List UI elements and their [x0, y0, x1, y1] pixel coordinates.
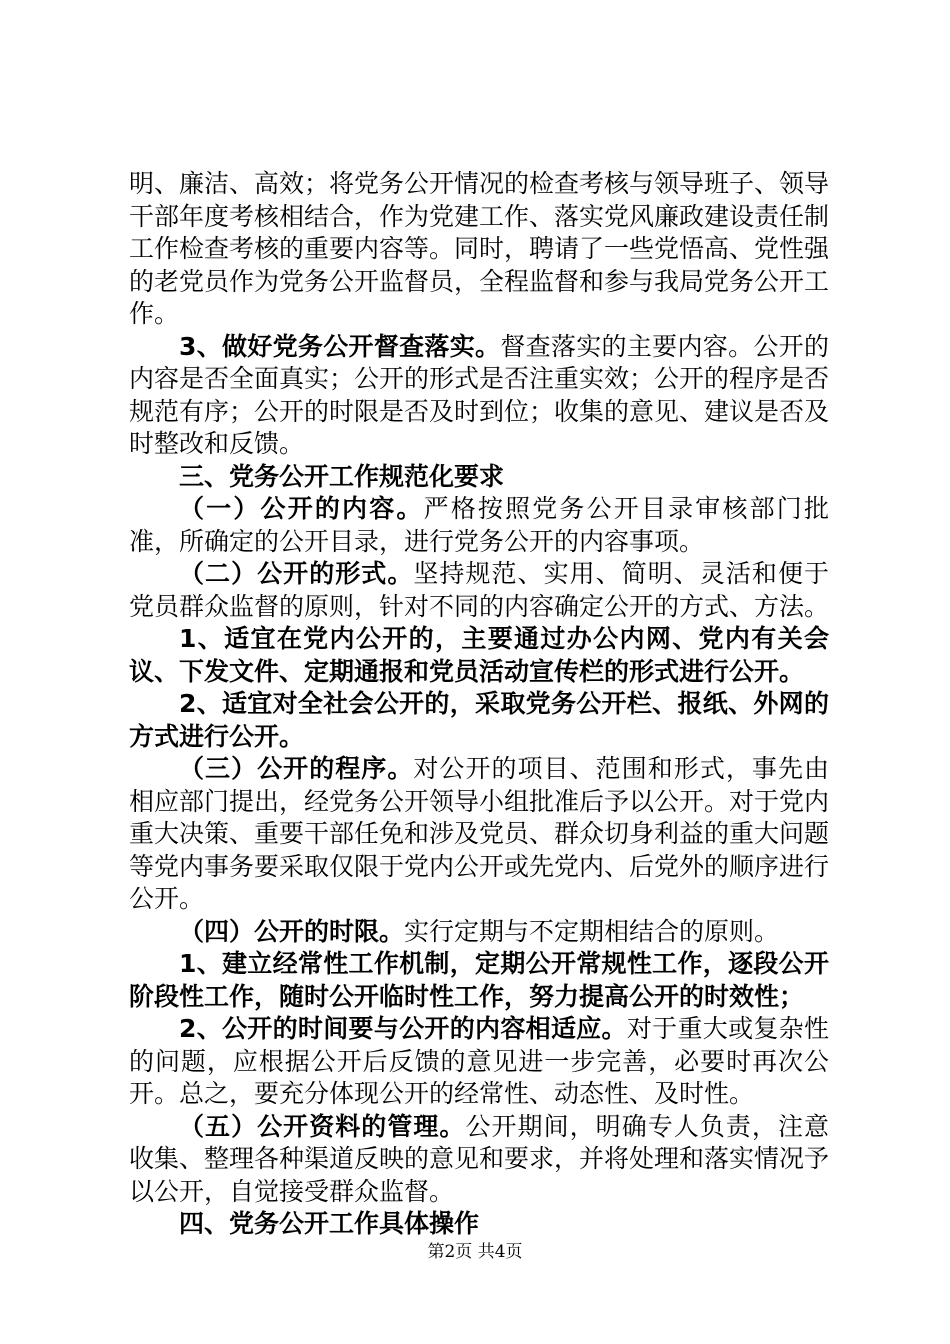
paragraph-text: 坚持规范、实用、简明、灵活和便于党员群众监督的原则，针对不同的内容确定公开的方式、方法。 [129, 559, 830, 621]
paragraph-continuation [129, 168, 829, 331]
paragraph-text: 明、廉洁、高效；将党务公开情况的检查考核与领导班子、领导干部年度考核相结合，作为党建工作、落实党风廉政建设责任制工作检查考核的重要内容等。同时，聘请了一些党悟高、党性强的老党员作为党务公开监督员，全程监督和参与我局党务公开工作。 [129, 169, 830, 328]
paragraph-time-item-2 [129, 1013, 829, 1111]
paragraph-heading: 2、公开的时间要与公开的内容相适应。 [179, 1014, 627, 1043]
paragraph-form-item-2 [129, 688, 829, 753]
page-footer [0, 1241, 950, 1263]
paragraph-text: 严格按照党务公开目录审核部门批准，所确定的公开目录，进行党务公开的内容事项。 [129, 494, 829, 556]
paragraph-form [129, 558, 829, 623]
paragraph-text: 公开期间，明确专人负责，注意收集、整理各种渠道反映的意见和要求，并将处理和落实情况予以公开，自觉接受群众监督。 [129, 1111, 830, 1206]
paragraph-heading: （四）公开的时限。 [179, 916, 405, 946]
paragraph-form-item-1 [129, 623, 829, 688]
section-heading-3 [129, 461, 829, 494]
paragraph-heading: 1、建立经常性工作机制，定期公开常规性工作，逐段公开阶段性工作，随时公开临时性工作，努力提高公开的时效性； [129, 949, 829, 1011]
paragraph-heading: 3、做好党务公开督查落实。 [179, 331, 501, 361]
paragraph-heading: 1、适宜在党内公开的，主要通过办公内网、党内有关会议、下发文件、定期通报和党员活动宣传栏的形式进行公开。 [129, 624, 829, 686]
paragraph-heading: （一）公开的内容。 [179, 494, 424, 523]
paragraph-text: 实行定期与不定期相结合的原则。 [404, 916, 780, 946]
document-body [129, 168, 829, 1241]
paragraph-text: 对公开的项目、范围和形式，事先由相应部门提出，经党务公开领导小组批准后予以公开。对于党内重大决策、重要干部任免和涉及党员、群众切身利益的重大问题等党内事务要采取仅限于党内公开或先党内、后党外的顺序进行公开。 [129, 754, 830, 913]
paragraph-materials [129, 1111, 829, 1209]
section-heading-text: 三、党务公开工作规范化要求 [179, 461, 505, 491]
paragraph-content [129, 493, 829, 558]
section-heading-text: 四、党务公开工作具体操作 [179, 1209, 480, 1238]
paragraph-text: 督查落实的主要内容。公开的内容是否全面真实；公开的形式是否注重实效；公开的程序是否规范有序；公开的时限是否及时到位；收集的意见、建议是否及时整改和反馈。 [129, 331, 830, 458]
paragraph-time-limit [129, 916, 829, 949]
paragraph-procedure [129, 753, 829, 916]
paragraph-supervision [129, 331, 829, 461]
paragraph-text: 对于重大或复杂性的问题，应根据公开后反馈的意见进一步完善，必要时再次公开。总之，要充分体现公开的经常性、动态性、及时性。 [129, 1014, 829, 1108]
page-number: 第2页 共4页 [427, 1242, 523, 1262]
paragraph-time-item-1 [129, 948, 829, 1013]
paragraph-heading: （二）公开的形式。 [179, 559, 414, 588]
paragraph-heading: 2、适宜对全社会公开的，采取党务公开栏、报纸、外网的方式进行公开。 [129, 689, 829, 751]
section-heading-4 [129, 1208, 829, 1241]
paragraph-heading: （五）公开资料的管理。 [179, 1111, 466, 1141]
paragraph-heading: （三）公开的程序。 [179, 754, 414, 783]
